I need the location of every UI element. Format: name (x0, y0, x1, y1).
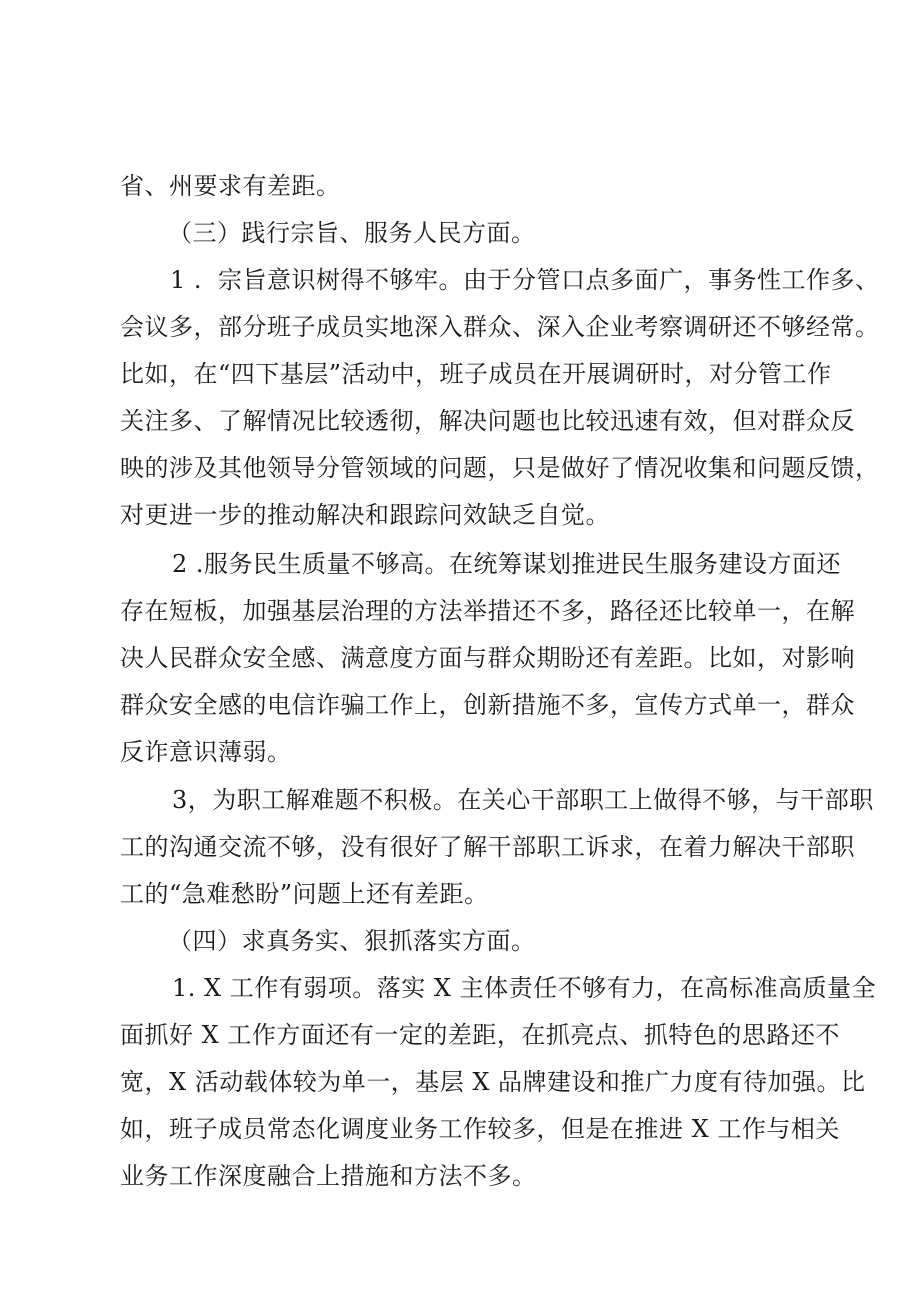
paragraph-line: 如，班子成员常态化调度业务工作较多，但是在推进 X 工作与相关 (120, 1115, 840, 1143)
paragraph-line: 决人民群众安全感、满意度方面与群众期盼还有差距。比如，对影响 (120, 644, 855, 672)
paragraph-line: 群众安全感的电信诈骗工作上，创新措施不多，宣传方式单一，群众 (120, 691, 855, 719)
paragraph-line: 会议多，部分班子成员实地深入群众、深入企业考察调研还不够经常。 (120, 313, 880, 341)
paragraph-line: 业务工作深度融合上措施和方法不多。 (120, 1162, 537, 1190)
item-number: 1 . (170, 266, 203, 294)
paragraph-line: 宗旨意识树得不够牢。由于分管口点多面广，事务性工作多、 (218, 266, 880, 294)
paragraph-line: 映的涉及其他领导分管领域的问题，只是做好了情况收集和问题反馈， (120, 454, 880, 482)
paragraph-line: 比如，在“四下基层”活动中，班子成员在开展调研时，对分管工作 (120, 360, 832, 388)
paragraph-line: 宽，X 活动载体较为单一，基层 X 品牌建设和推广力度有待加强。比 (120, 1068, 866, 1096)
paragraph-line: 1. X 工作有弱项。落实 X 主体责任不够有力，在高标准高质量全 (172, 974, 877, 1002)
paragraph-line: 反诈意识薄弱。 (120, 738, 292, 766)
paragraph-line: 对更进一步的推动解决和跟踪问效缺乏自觉。 (120, 501, 610, 529)
paragraph-line: 省、州要求有差距。 (120, 172, 341, 200)
paragraph-line: 关注多、了解情况比较透彻，解决问题也比较迅速有效，但对群众反 (120, 407, 855, 435)
paragraph-line: 面抓好 X 工作方面还有一定的差距，在抓亮点、抓特色的思路还不 (120, 1021, 840, 1049)
paragraph-line: 工的沟通交流不够，没有很好了解干部职工诉求，在着力解决干部职 (120, 833, 855, 861)
paragraph-line: 2 .服务民生质量不够高。在统筹谋划推进民生服务建设方面还 (172, 550, 842, 578)
paragraph-line: 工的“急难愁盼”问题上还有差距。 (120, 880, 489, 908)
section-heading-4: （四）求真务实、狠抓落实方面。 (168, 927, 536, 955)
section-heading-3: （三）践行宗旨、服务人民方面。 (168, 219, 536, 247)
paragraph-line: 3，为职工解难题不积极。在关心干部职工上做得不够，与干部职 (172, 786, 874, 814)
paragraph-line: 存在短板，加强基层治理的方法举措还不多，路径还比较单一，在解 (120, 597, 855, 625)
